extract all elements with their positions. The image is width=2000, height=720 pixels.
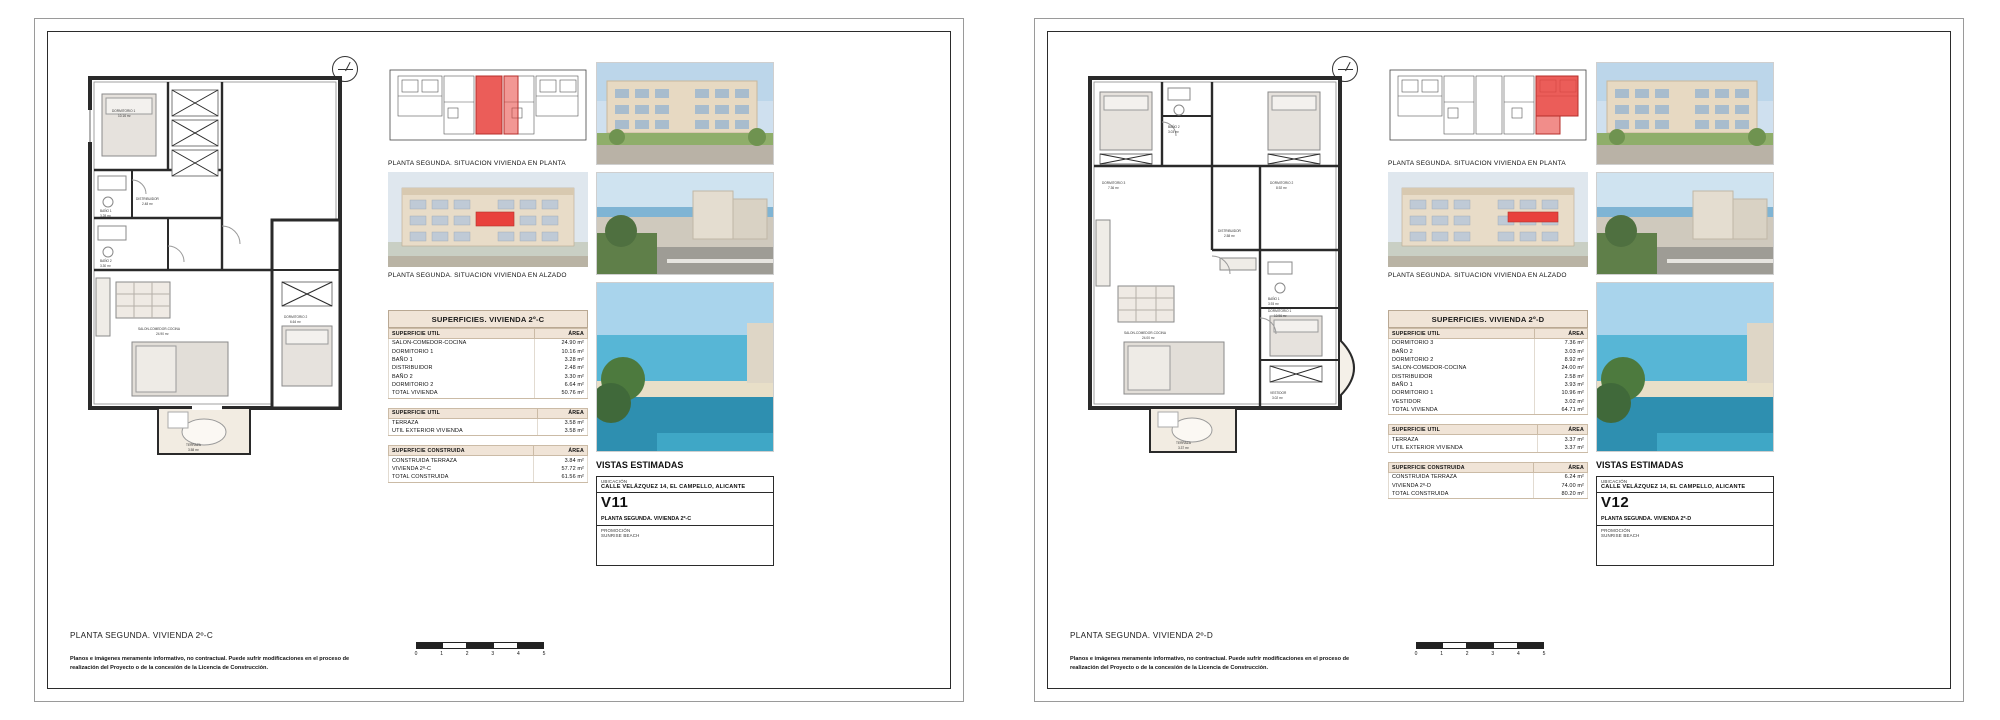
- photo-street-view: [596, 172, 774, 275]
- room-name: TOTAL VIVIENDA: [1389, 406, 1535, 415]
- table-row: [389, 465, 588, 473]
- scale-label: 3: [1491, 651, 1495, 657]
- surfaces-title: SUPERFICIES. VIVIENDA 2º-D: [1388, 310, 1588, 328]
- scale-seg: [493, 642, 519, 649]
- table-row: [1389, 398, 1588, 406]
- room-name: VIVIENDA 2º-C: [389, 465, 534, 473]
- table-row: [1389, 482, 1588, 490]
- ubicacion-value: CALLE VELÁZQUEZ 14, EL CAMPELLO, ALICANTE: [601, 484, 746, 490]
- room-area: 57.72 m²: [534, 465, 588, 473]
- room-name: CONSTRUIDA TERRAZA: [1389, 473, 1534, 482]
- ubicacion-label: UBICACIÓN: [1601, 479, 1628, 484]
- ubicacion-row: [1597, 477, 1773, 493]
- col-header-name: SUPERFICIE UTIL: [1389, 329, 1535, 339]
- col-header-name: SUPERFICIE CONSTRUIDA: [1389, 463, 1534, 473]
- scale-label: 1: [1440, 651, 1443, 657]
- scale-bar: [1416, 642, 1556, 664]
- elevation-image: [1388, 172, 1588, 267]
- room-name: TOTAL CONSTRUIDA: [389, 473, 534, 482]
- room-name: DORMITORIO 2: [389, 381, 535, 389]
- photo-sea-view: [596, 282, 774, 452]
- svg-text:6.64 m²: 6.64 m²: [290, 320, 301, 324]
- room-area: 61.56 m²: [534, 473, 588, 482]
- svg-text:3.03 m²: 3.03 m²: [1168, 130, 1179, 134]
- surface-tables-v12: [1388, 310, 1588, 499]
- table-row: [1389, 347, 1588, 355]
- table-row-total: [389, 473, 588, 482]
- room-name: BAÑO 2: [1389, 347, 1535, 355]
- room-name: TOTAL VIVIENDA: [389, 389, 535, 398]
- elevation-image: [388, 172, 588, 267]
- svg-text:10.16 m²: 10.16 m²: [118, 114, 131, 118]
- room-area: 3.30 m²: [535, 373, 588, 381]
- svg-text:3.93 m²: 3.93 m²: [1268, 302, 1279, 306]
- table-row: [1389, 373, 1588, 381]
- vistas-heading: VISTAS ESTIMADAS: [1596, 460, 1684, 470]
- scale-seg: [1493, 642, 1519, 649]
- col-header-name: SUPERFICIE CONSTRUIDA: [389, 446, 534, 456]
- promotor-label: PROMOCIÓN: [1601, 528, 1631, 533]
- svg-text:SALON-COMEDOR-COCINA: SALON-COMEDOR-COCINA: [138, 327, 180, 331]
- plan-caption: PLANTA SEGUNDA. VIVIENDA 2º-C: [70, 631, 214, 640]
- table-row: [389, 356, 588, 364]
- table-row: [1389, 381, 1588, 389]
- svg-text:10.96 m²: 10.96 m²: [1274, 314, 1287, 318]
- elevation-caption: PLANTA SEGUNDA. SITUACION VIVIENDA EN ALZADO: [1388, 272, 1567, 279]
- room-name: DORMITORIO 2: [1389, 356, 1535, 364]
- col-header-name: SUPERFICIE UTIL: [389, 408, 538, 418]
- scale-label: 2: [465, 651, 469, 657]
- svg-text:2.58 m²: 2.58 m²: [1224, 234, 1235, 238]
- table-row: [1389, 356, 1588, 364]
- svg-text:TERRAZA: TERRAZA: [186, 443, 201, 447]
- svg-text:BAÑO 2: BAÑO 2: [1168, 125, 1180, 129]
- sheet-border-inner: [1047, 31, 1951, 689]
- promotor-row: [597, 526, 773, 540]
- room-area: 50.76 m²: [535, 389, 588, 398]
- room-area: 7.36 m²: [1535, 339, 1588, 348]
- svg-text:3.02 m²: 3.02 m²: [1272, 396, 1283, 400]
- legal-disclaimer: Planos e imágenes meramente informativo, no contractual. Puede sufrir modificaciones en el proceso de realización del Proyecto o de la concesión de la Licencia de Construcción.: [1070, 656, 1350, 671]
- surfaces-title: SUPERFICIES. VIVIENDA 2º-C: [388, 310, 588, 328]
- svg-text:3.28 m²: 3.28 m²: [100, 214, 111, 218]
- room-area: 2.48 m²: [535, 364, 588, 372]
- sheet-v12: [1000, 0, 2000, 720]
- room-area: 3.28 m²: [535, 356, 588, 364]
- key-plan-caption: PLANTA SEGUNDA. SITUACION VIVIENDA EN PLANTA: [1388, 160, 1566, 167]
- room-area: 64.71 m²: [1535, 406, 1588, 415]
- vistas-heading: VISTAS ESTIMADAS: [596, 460, 684, 470]
- svg-text:DISTRIBUIDOR: DISTRIBUIDOR: [1218, 229, 1241, 233]
- scale-label: 0: [414, 651, 418, 657]
- scale-seg: [1416, 642, 1442, 649]
- promotor-row: [1597, 526, 1773, 540]
- title-block-v11: [596, 476, 774, 566]
- scale-seg: [467, 642, 493, 649]
- table-row: [1389, 435, 1588, 444]
- scale-seg: [442, 642, 468, 649]
- svg-text:3.58 m²: 3.58 m²: [188, 448, 199, 452]
- room-area: 74.00 m²: [1534, 482, 1588, 490]
- table-row: [389, 339, 588, 348]
- plan-caption: PLANTA SEGUNDA. VIVIENDA 2º-D: [1070, 631, 1214, 640]
- key-plan-floor: [388, 62, 588, 152]
- room-area: 10.16 m²: [535, 347, 588, 355]
- svg-text:3.30 m²: 3.30 m²: [100, 264, 111, 268]
- photo-building-exterior: [596, 62, 774, 165]
- promotor-value: SUNRISE BEACH: [601, 533, 640, 538]
- scale-label: 3: [491, 651, 495, 657]
- table-row-total: [1389, 444, 1588, 453]
- table-row: [389, 364, 588, 372]
- scale-bar-ticks: [416, 642, 556, 649]
- legal-disclaimer: Planos e imágenes meramente informativo, no contractual. Puede sufrir modificaciones en el proceso de realización del Proyecto o de la concesión de la Licencia de Construcción.: [70, 656, 350, 671]
- svg-text:DORMITORIO 2: DORMITORIO 2: [284, 315, 308, 319]
- room-area: 24.90 m²: [535, 339, 588, 348]
- svg-text:BAÑO 1: BAÑO 1: [1268, 297, 1280, 301]
- room-name: DISTRIBUIDOR: [389, 364, 535, 372]
- room-area: 3.93 m²: [1535, 381, 1588, 389]
- table-row: [1389, 473, 1588, 482]
- scale-seg: [1467, 642, 1493, 649]
- scale-seg: [518, 642, 544, 649]
- key-plan-caption: PLANTA SEGUNDA. SITUACION VIVIENDA EN PLANTA: [388, 160, 566, 167]
- table-row: [1389, 339, 1588, 348]
- col-header-area: ÁREA: [1534, 463, 1588, 473]
- table-superficie-construida: [1388, 462, 1588, 499]
- col-header-area: ÁREA: [534, 446, 588, 456]
- ubicacion-row: [597, 477, 773, 493]
- sheet-border-outer: [1034, 18, 1964, 702]
- room-name: DORMITORIO 1: [389, 347, 535, 355]
- sheet-border-outer: [34, 18, 964, 702]
- table-row: [389, 456, 588, 465]
- unit-code: V11: [601, 494, 629, 511]
- table-row: [389, 347, 588, 355]
- room-name: VESTIDOR: [1389, 398, 1535, 406]
- room-name: TOTAL CONSTRUIDA: [1389, 490, 1534, 499]
- svg-text:DORMITORIO 1: DORMITORIO 1: [1268, 309, 1292, 313]
- table-row: [1389, 364, 1588, 372]
- table-row: [1389, 389, 1588, 397]
- svg-text:TERRAZA: TERRAZA: [1176, 441, 1191, 445]
- svg-text:DISTRIBUIDOR: DISTRIBUIDOR: [136, 197, 159, 201]
- col-header-area: ÁREA: [1535, 329, 1588, 339]
- room-area: 6.24 m²: [1534, 473, 1588, 482]
- table-row-total: [389, 427, 588, 436]
- sheet-border-inner: [47, 31, 951, 689]
- room-area: 3.58 m²: [537, 427, 587, 436]
- scale-label: 4: [1517, 651, 1520, 657]
- table-row: [389, 418, 588, 427]
- table-superficie-util: [388, 328, 588, 399]
- table-row-total: [1389, 490, 1588, 499]
- scale-bar: [416, 642, 556, 664]
- unit-code: V12: [1601, 494, 1630, 511]
- room-name: UTIL EXTERIOR VIVIENDA: [389, 427, 538, 436]
- surface-tables-v11: [388, 310, 588, 483]
- svg-text:2.48 m²: 2.48 m²: [142, 202, 153, 206]
- room-name: SALON-COMEDOR-COCINA: [389, 339, 535, 348]
- scale-bar-ticks: [1416, 642, 1556, 649]
- room-area: 3.37 m²: [1537, 444, 1587, 453]
- room-area: 3.84 m²: [534, 456, 588, 465]
- scale-seg: [1518, 642, 1544, 649]
- elevation-caption: PLANTA SEGUNDA. SITUACION VIVIENDA EN ALZADO: [388, 272, 567, 279]
- scale-label: 5: [1542, 651, 1546, 657]
- table-superficie-util-exterior: [388, 408, 588, 437]
- ubicacion-value: CALLE VELÁZQUEZ 14, EL CAMPELLO, ALICANTE: [1601, 484, 1746, 490]
- col-header-name: SUPERFICIE UTIL: [389, 329, 535, 339]
- room-area: 2.58 m²: [1535, 373, 1588, 381]
- svg-text:DORMITORIO 3: DORMITORIO 3: [1102, 181, 1126, 185]
- room-area: 8.92 m²: [1535, 356, 1588, 364]
- scale-bar-labels: [1416, 649, 1556, 659]
- svg-text:8.92 m²: 8.92 m²: [1276, 186, 1287, 190]
- table-row: [389, 373, 588, 381]
- room-name: TERRAZA: [1389, 435, 1538, 444]
- room-area: 80.20 m²: [1534, 490, 1588, 499]
- col-header-name: SUPERFICIE UTIL: [1389, 425, 1538, 435]
- room-area: 6.64 m²: [535, 381, 588, 389]
- svg-text:BAÑO 2: BAÑO 2: [100, 259, 112, 263]
- table-row-total: [389, 389, 588, 398]
- scale-label: 0: [1414, 651, 1418, 657]
- room-name: DORMITORIO 3: [1389, 339, 1535, 348]
- svg-text:DORMITORIO 2: DORMITORIO 2: [1270, 181, 1294, 185]
- room-name: BAÑO 1: [389, 356, 535, 364]
- promotor-value: SUNRISE BEACH: [1601, 533, 1640, 538]
- table-superficie-construida: [388, 445, 588, 482]
- scale-label: 4: [517, 651, 520, 657]
- col-header-area: ÁREA: [535, 329, 588, 339]
- title-block-v12: [1596, 476, 1774, 566]
- ubicacion-label: UBICACIÓN: [601, 479, 628, 484]
- svg-text:VESTIDOR: VESTIDOR: [1270, 391, 1287, 395]
- scale-bar-labels: [416, 649, 556, 659]
- svg-text:BAÑO 1: BAÑO 1: [100, 209, 112, 213]
- scale-seg: [416, 642, 442, 649]
- room-area: 3.03 m²: [1535, 347, 1588, 355]
- svg-text:DORMITORIO 1: DORMITORIO 1: [112, 109, 136, 113]
- room-area: 3.37 m²: [1537, 435, 1587, 444]
- table-superficie-util: [1388, 328, 1588, 415]
- photo-street-view: [1596, 172, 1774, 275]
- room-area: 24.00 m²: [1535, 364, 1588, 372]
- table-superficie-util-exterior: [1388, 424, 1588, 453]
- room-name: UTIL EXTERIOR VIVIENDA: [1389, 444, 1538, 453]
- table-row-total: [1389, 406, 1588, 415]
- scale-seg: [1442, 642, 1468, 649]
- svg-text:24.00 m²: 24.00 m²: [1142, 336, 1155, 340]
- promotor-label: PROMOCIÓN: [601, 528, 631, 533]
- room-area: 3.58 m²: [537, 418, 587, 427]
- room-area: 10.96 m²: [1535, 389, 1588, 397]
- svg-text:24.90 m²: 24.90 m²: [156, 332, 169, 336]
- room-name: SALON-COMEDOR-COCINA: [1389, 364, 1535, 372]
- scale-label: 2: [1465, 651, 1469, 657]
- room-name: BAÑO 1: [1389, 381, 1535, 389]
- plan-name: PLANTA SEGUNDA. VIVIENDA 2º-C: [597, 513, 773, 526]
- key-plan-floor: [1388, 62, 1588, 152]
- plan-name: PLANTA SEGUNDA. VIVIENDA 2º-D: [1597, 513, 1773, 526]
- room-name: DORMITORIO 1: [1389, 389, 1535, 397]
- col-header-area: ÁREA: [537, 408, 587, 418]
- room-name: DISTRIBUIDOR: [1389, 373, 1535, 381]
- photo-building-exterior: [1596, 62, 1774, 165]
- col-header-area: ÁREA: [1537, 425, 1587, 435]
- svg-text:SALON-COMEDOR-COCINA: SALON-COMEDOR-COCINA: [1124, 331, 1166, 335]
- table-row: [389, 381, 588, 389]
- room-name: CONSTRUIDA TERRAZA: [389, 456, 534, 465]
- room-name: TERRAZA: [389, 418, 538, 427]
- scale-label: 5: [542, 651, 546, 657]
- photo-sea-view: [1596, 282, 1774, 452]
- room-name: BAÑO 2: [389, 373, 535, 381]
- scale-label: 1: [440, 651, 443, 657]
- room-area: 3.02 m²: [1535, 398, 1588, 406]
- svg-text:7.36 m²: 7.36 m²: [1108, 186, 1119, 190]
- svg-text:3.37 m²: 3.37 m²: [1178, 446, 1189, 450]
- room-name: VIVIENDA 2º-D: [1389, 482, 1534, 490]
